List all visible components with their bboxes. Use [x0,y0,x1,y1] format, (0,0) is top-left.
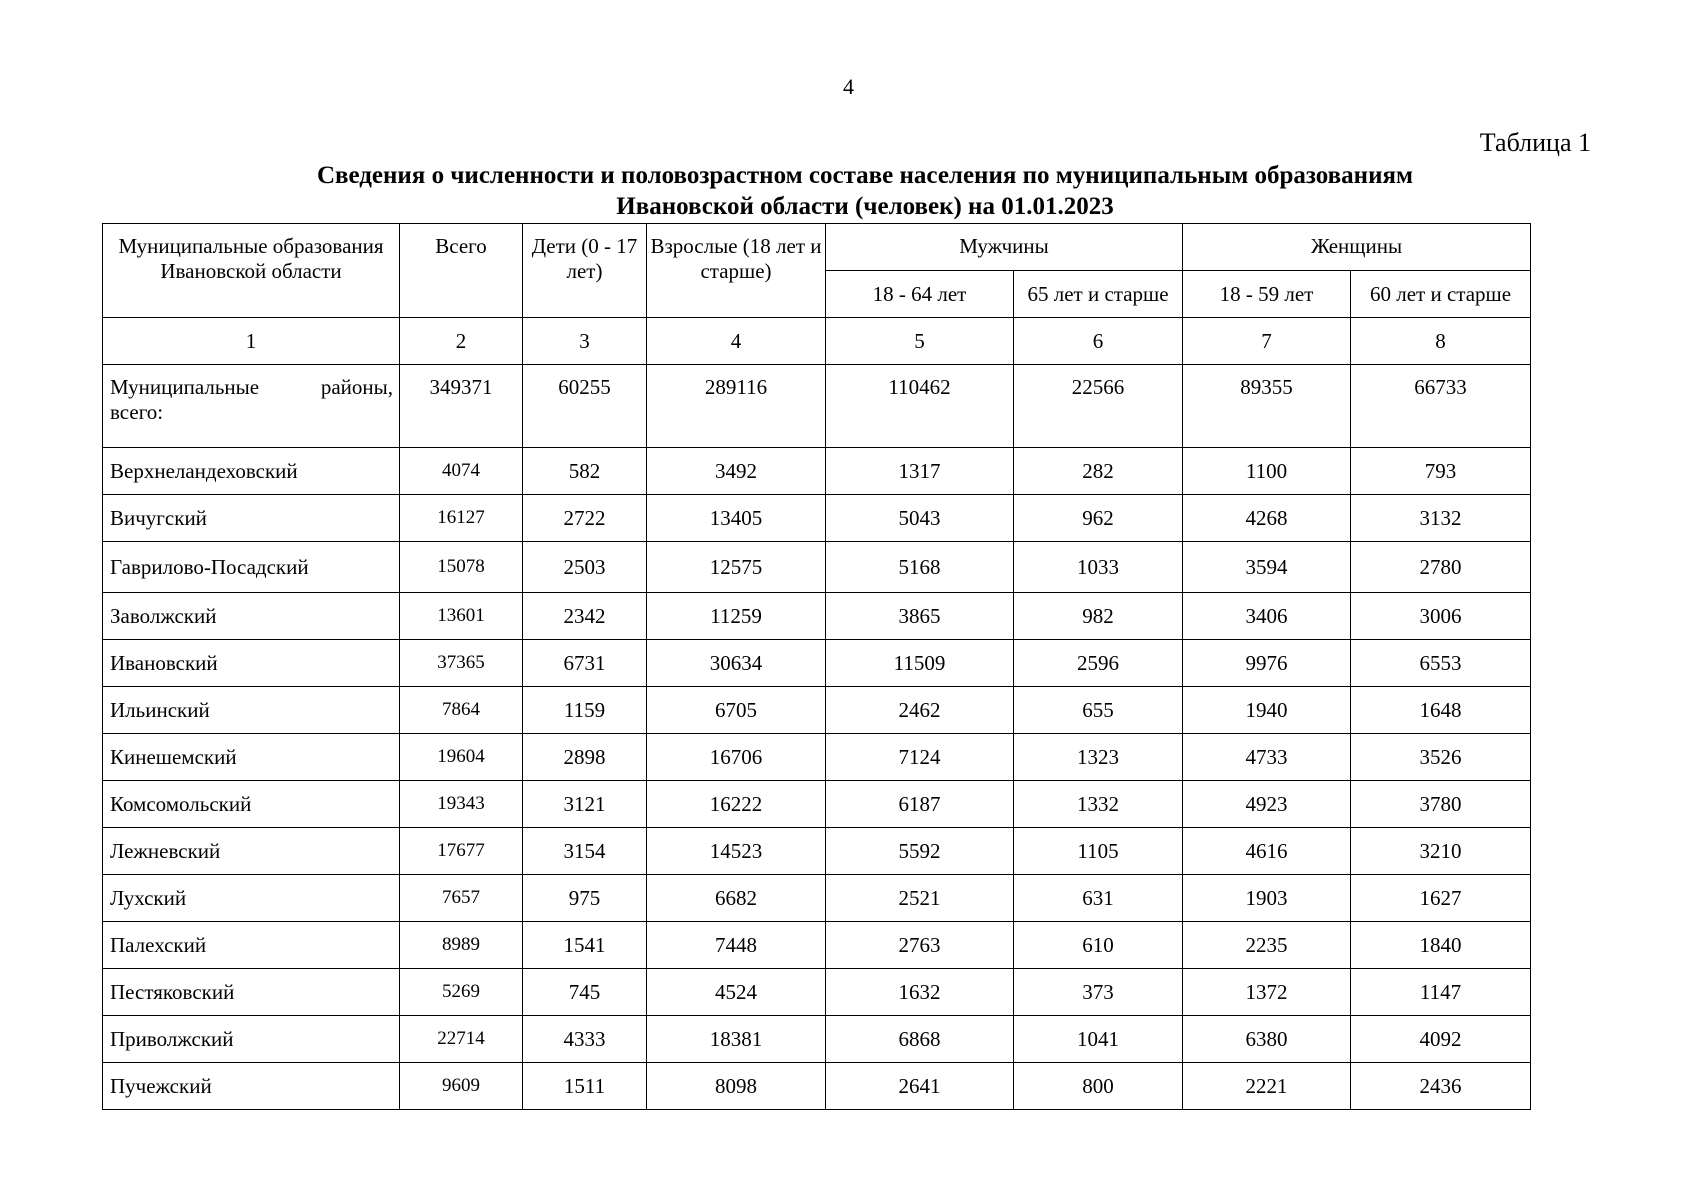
table-cell: 13405 [647,495,826,542]
table-cell: 7448 [647,922,826,969]
table-cell: 5592 [826,828,1014,875]
table-cell: 2596 [1014,640,1183,687]
table-cell: 2780 [1351,542,1531,593]
table-cell: 655 [1014,687,1183,734]
table-cell: 4333 [523,1016,647,1063]
table-cell: 4268 [1183,495,1351,542]
table-cell: 745 [523,969,647,1016]
table-cell: 1903 [1183,875,1351,922]
table-cell: 6731 [523,640,647,687]
column-number: 3 [523,318,647,365]
table-cell: 3132 [1351,495,1531,542]
table-cell: 7864 [400,687,523,734]
table-row [103,875,1531,922]
table-cell: 17677 [400,828,523,875]
municipality-name: Муниципальные районы, всего: [103,365,400,448]
table-cell: 37365 [400,640,523,687]
table-cell: 11259 [647,593,826,640]
column-number: 8 [1351,318,1531,365]
table-cell: 610 [1014,922,1183,969]
table-label: Таблица 1 [1479,128,1591,157]
table-cell: 3780 [1351,781,1531,828]
table-cell: 1041 [1014,1016,1183,1063]
table-cell: 7657 [400,875,523,922]
table-cell: 1627 [1351,875,1531,922]
table-cell: 4092 [1351,1016,1531,1063]
table-cell: 2722 [523,495,647,542]
title-line-1: Сведения о численности и половозрастном составе населения по муниципальным образованиям [316,162,1414,189]
table-cell: 30634 [647,640,826,687]
municipality-name: Пучежский [103,1063,400,1110]
table-row [103,593,1531,640]
table-cell: 11509 [826,640,1014,687]
municipality-name: Лежневский [103,828,400,875]
header-children: Дети (0 - 17 лет) [523,224,647,318]
table-row [103,448,1531,495]
table-cell: 3154 [523,828,647,875]
table-cell: 1323 [1014,734,1183,781]
table-cell: 1332 [1014,781,1183,828]
table-cell: 3121 [523,781,647,828]
table-cell: 4616 [1183,828,1351,875]
table-cell: 89355 [1183,365,1351,448]
table-cell: 22714 [400,1016,523,1063]
table-cell: 3210 [1351,828,1531,875]
table-cell: 2763 [826,922,1014,969]
summary-row [103,365,1531,448]
municipality-name: Гаврилово-Посадский [103,542,400,593]
header-total: Всего [400,224,523,318]
table-cell: 6682 [647,875,826,922]
table-cell: 12575 [647,542,826,593]
municipality-name: Вичугский [103,495,400,542]
table-row [103,969,1531,1016]
table-cell: 8989 [400,922,523,969]
table-cell: 1105 [1014,828,1183,875]
table-cell: 16222 [647,781,826,828]
table-row [103,640,1531,687]
title-line-2: Ивановской области (человек) на 01.01.2023 [616,193,1114,220]
header-women: Женщины [1183,224,1531,271]
table-row [103,495,1531,542]
table-row [103,734,1531,781]
table-cell: 1648 [1351,687,1531,734]
table-cell: 2503 [523,542,647,593]
table-cell: 16706 [647,734,826,781]
table-cell: 4524 [647,969,826,1016]
column-number: 1 [103,318,400,365]
table-cell: 1317 [826,448,1014,495]
table-cell: 60255 [523,365,647,448]
table-cell: 4074 [400,448,523,495]
table-cell: 19343 [400,781,523,828]
column-number: 4 [647,318,826,365]
table-cell: 16127 [400,495,523,542]
column-number: 5 [826,318,1014,365]
table-cell: 800 [1014,1063,1183,1110]
header-men: Мужчины [826,224,1183,271]
table-cell: 3526 [1351,734,1531,781]
column-number: 6 [1014,318,1183,365]
municipality-name: Ивановский [103,640,400,687]
table-cell: 5043 [826,495,1014,542]
table-cell: 349371 [400,365,523,448]
table-cell: 982 [1014,593,1183,640]
table-cell: 793 [1351,448,1531,495]
table-cell: 1511 [523,1063,647,1110]
municipality-name: Верхнеландеховский [103,448,400,495]
table-cell: 1940 [1183,687,1351,734]
table-cell: 9609 [400,1063,523,1110]
table-cell: 2462 [826,687,1014,734]
table-cell: 6868 [826,1016,1014,1063]
table-cell: 14523 [647,828,826,875]
table-cell: 7124 [826,734,1014,781]
header-municipality: Муниципальные образования Ивановской области [103,224,400,318]
table-row [103,922,1531,969]
header-men-18-64: 18 - 64 лет [826,271,1014,318]
table-row [103,687,1531,734]
table-cell: 22566 [1014,365,1183,448]
table-cell: 1033 [1014,542,1183,593]
table-cell: 6380 [1183,1016,1351,1063]
table-cell: 2221 [1183,1063,1351,1110]
column-number: 2 [400,318,523,365]
municipality-name: Ильинский [103,687,400,734]
table-cell: 631 [1014,875,1183,922]
table-cell: 282 [1014,448,1183,495]
table-row [103,542,1531,593]
table-cell: 3006 [1351,593,1531,640]
table-cell: 373 [1014,969,1183,1016]
table-cell: 962 [1014,495,1183,542]
table-cell: 1147 [1351,969,1531,1016]
municipality-name: Пестяковский [103,969,400,1016]
table-cell: 13601 [400,593,523,640]
table-cell: 18381 [647,1016,826,1063]
table-cell: 6553 [1351,640,1531,687]
municipality-name: Заволжский [103,593,400,640]
table-cell: 3406 [1183,593,1351,640]
header-women-60-plus: 60 лет и старше [1351,271,1531,318]
table-cell: 9976 [1183,640,1351,687]
table-cell: 2641 [826,1063,1014,1110]
table-row [103,828,1531,875]
municipality-name: Палехский [103,922,400,969]
table-cell: 1372 [1183,969,1351,1016]
table-cell: 2898 [523,734,647,781]
document-title [100,160,1630,222]
table-cell: 4923 [1183,781,1351,828]
table-cell: 1159 [523,687,647,734]
table-cell: 5168 [826,542,1014,593]
table-cell: 19604 [400,734,523,781]
table-cell: 5269 [400,969,523,1016]
municipality-name: Приволжский [103,1016,400,1063]
header-men-65-plus: 65 лет и старше [1014,271,1183,318]
table-cell: 6187 [826,781,1014,828]
table-cell: 4733 [1183,734,1351,781]
header-row-1 [103,224,1531,271]
table-cell: 66733 [1351,365,1531,448]
table-cell: 289116 [647,365,826,448]
table-cell: 2521 [826,875,1014,922]
column-number: 7 [1183,318,1351,365]
table-cell: 3492 [647,448,826,495]
column-number-row [103,318,1531,365]
table-cell: 1840 [1351,922,1531,969]
header-adults: Взрослые (18 лет и старше) [647,224,826,318]
table-cell: 3594 [1183,542,1351,593]
table-cell: 3865 [826,593,1014,640]
table-cell: 15078 [400,542,523,593]
table-row [103,1063,1531,1110]
table-row [103,781,1531,828]
table-cell: 1100 [1183,448,1351,495]
municipality-name: Кинешемский [103,734,400,781]
table-cell: 582 [523,448,647,495]
table-cell: 2436 [1351,1063,1531,1110]
population-table [102,223,1531,1110]
table-cell: 1541 [523,922,647,969]
table-cell: 975 [523,875,647,922]
municipality-name: Лухский [103,875,400,922]
page-number: 4 [843,74,854,99]
municipality-name: Комсомольский [103,781,400,828]
table-cell: 1632 [826,969,1014,1016]
table-cell: 2342 [523,593,647,640]
table-cell: 110462 [826,365,1014,448]
table-row [103,1016,1531,1063]
table-cell: 6705 [647,687,826,734]
table-body [103,318,1531,1110]
header-women-18-59: 18 - 59 лет [1183,271,1351,318]
table-cell: 2235 [1183,922,1351,969]
table-cell: 8098 [647,1063,826,1110]
